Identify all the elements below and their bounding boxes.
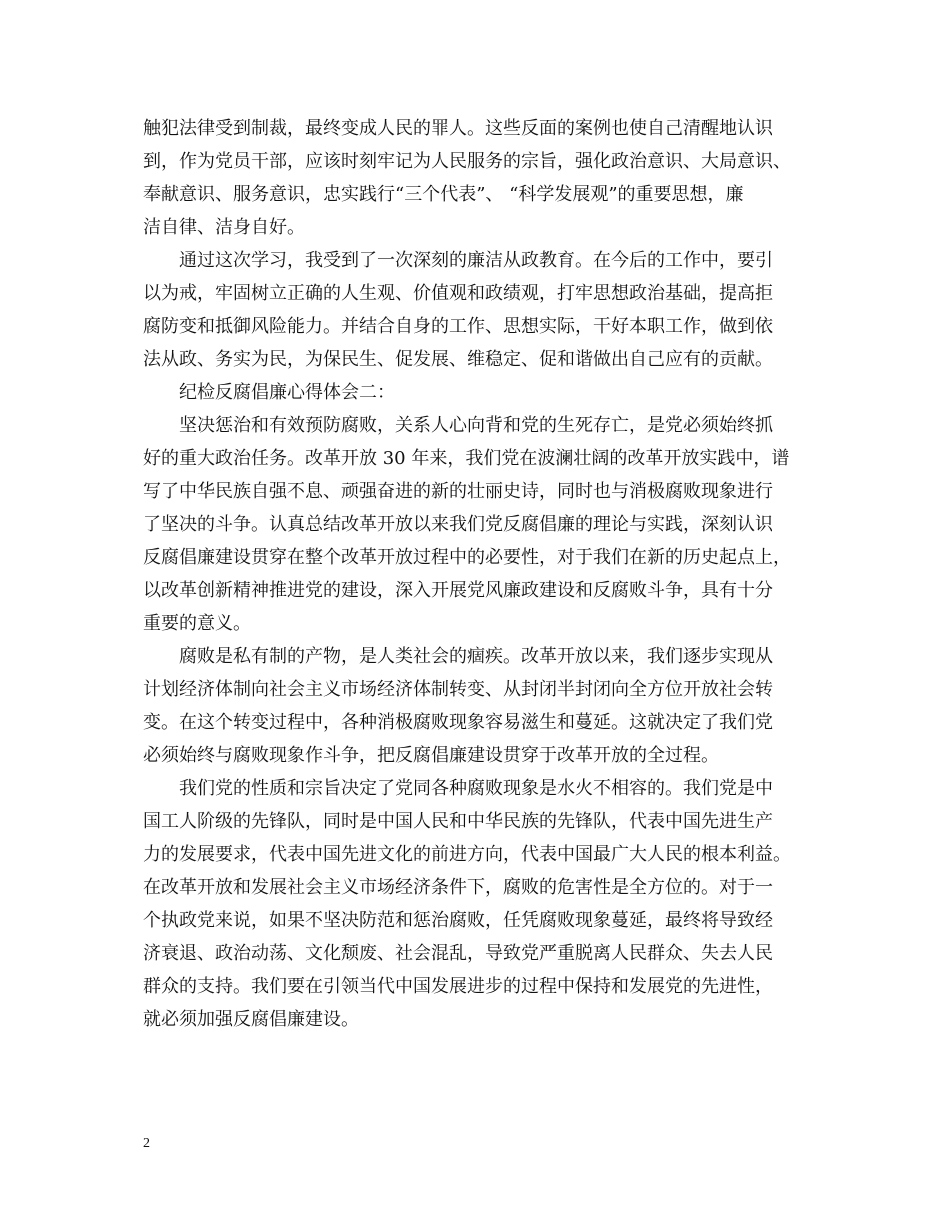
page-number: 2 xyxy=(143,1136,150,1151)
text-line: 腐防变和抵御风险能力。并结合自身的工作、思想实际，干好本职工作，做到依 xyxy=(143,316,773,337)
text-line: 群众的支持。我们要在引领当代中国发展进步的过程中保持和发展党的先进性， xyxy=(143,976,773,997)
text-line: 好的重大政治任务。改革开放 30 年来，我们党在波澜壮阔的改革开放实践中，谱 xyxy=(143,448,790,469)
text-line: 以为戒，牢固树立正确的人生观、价值观和政绩观，打牢思想政治基础，提高拒 xyxy=(143,283,773,304)
text-line: 个执政党来说，如果不坚决防范和惩治腐败，任凭腐败现象蔓延，最终将导致经 xyxy=(143,910,773,931)
text-line: 国工人阶级的先锋队，同时是中国人民和中华民族的先锋队，代表中国先进生产 xyxy=(143,811,773,832)
document-body xyxy=(143,112,809,1036)
text-line: 济衰退、政治动荡、文化颓废、社会混乱，导致党严重脱离人民群众、失去人民 xyxy=(143,943,773,964)
text-line: 重要的意义。 xyxy=(143,613,251,634)
paragraph xyxy=(143,640,809,772)
text-line: 变。在这个转变过程中，各种消极腐败现象容易滋生和蔓延。这就决定了我们党 xyxy=(143,712,773,733)
paragraph xyxy=(143,772,809,1036)
text-line: 奉献意识、服务意识，忠实践行“三个代表”、 “科学发展观”的重要思想，廉 xyxy=(143,184,744,205)
text-line: 腐败是私有制的产物，是人类社会的痼疾。改革开放以来，我们逐步实现从 xyxy=(179,646,773,667)
text-line: 纪检反腐倡廉心得体会二： xyxy=(179,382,395,403)
paragraph xyxy=(143,244,809,376)
text-line: 就必须加强反腐倡廉建设。 xyxy=(143,1009,359,1030)
text-line: 反腐倡廉建设贯穿在整个改革开放过程中的必要性，对于我们在新的历史起点上， xyxy=(143,547,791,568)
text-line: 洁自律、洁身自好。 xyxy=(143,217,305,238)
paragraph xyxy=(143,376,809,409)
text-line: 以改革创新精神推进党的建设，深入开展党风廉政建设和反腐败斗争，具有十分 xyxy=(143,580,773,601)
text-line: 计划经济体制向社会主义市场经济体制转变、从封闭半封闭向全方位开放社会转 xyxy=(143,679,773,700)
text-line: 通过这次学习，我受到了一次深刻的廉洁从政教育。在今后的工作中，要引 xyxy=(179,250,773,271)
paragraph xyxy=(143,112,809,244)
text-line: 必须始终与腐败现象作斗争，把反腐倡廉建设贯穿于改革开放的全过程。 xyxy=(143,745,719,766)
text-line: 在改革开放和发展社会主义市场经济条件下，腐败的危害性是全方位的。对于一 xyxy=(143,877,773,898)
text-line: 写了中华民族自强不息、顽强奋进的新的壮丽史诗，同时也与消极腐败现象进行 xyxy=(143,481,773,502)
text-line: 法从政、务实为民，为保民生、促发展、维稳定、促和谐做出自己应有的贡献。 xyxy=(143,349,773,370)
paragraph xyxy=(143,409,809,640)
text-line: 到，作为党员干部，应该时刻牢记为人民服务的宗旨，强化政治意识、大局意识、 xyxy=(143,151,791,172)
text-line: 力的发展要求，代表中国先进文化的前进方向，代表中国最广大人民的根本利益。 xyxy=(143,844,791,865)
text-line: 触犯法律受到制裁，最终变成人民的罪人。这些反面的案例也使自己清醒地认识 xyxy=(143,118,773,139)
text-line: 坚决惩治和有效预防腐败，关系人心向背和党的生死存亡，是党必须始终抓 xyxy=(179,415,773,436)
text-line: 我们党的性质和宗旨决定了党同各种腐败现象是水火不相容的。我们党是中 xyxy=(179,778,773,799)
text-line: 了坚决的斗争。认真总结改革开放以来我们党反腐倡廉的理论与实践，深刻认识 xyxy=(143,514,773,535)
